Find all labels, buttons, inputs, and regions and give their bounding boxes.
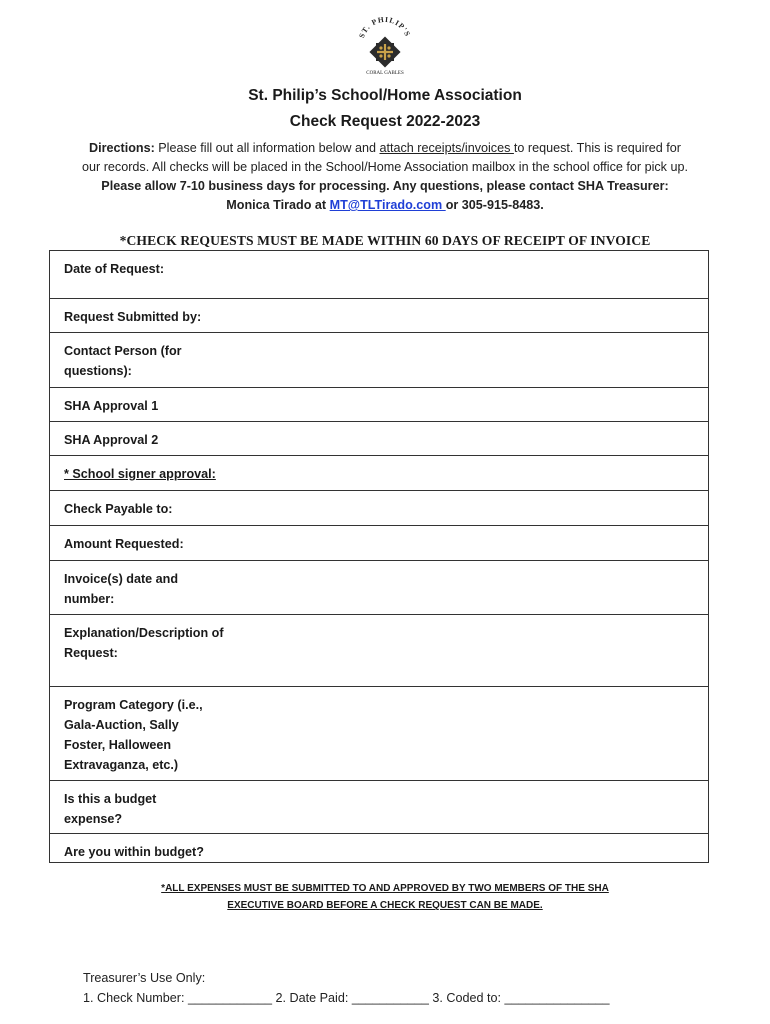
form-label: Request Submitted by:: [64, 310, 202, 324]
form-label: Invoice(s) date and number:: [64, 572, 179, 606]
check-request-form: [49, 250, 709, 863]
logo-arc-text: ST. PHILIP'S: [357, 14, 413, 40]
directions-text-1: Please fill out all information below and: [154, 141, 380, 155]
form-label: Date of Request:: [64, 262, 165, 276]
form-label: SHA Approval 2: [64, 433, 159, 447]
directions-paragraph: [80, 139, 690, 215]
directions-underlined-text: attach receipts/invoices: [379, 141, 514, 155]
form-label: SHA Approval 1: [64, 399, 159, 413]
form-row-budget-expense[interactable]: [50, 781, 708, 834]
form-row-submitted-by[interactable]: [50, 299, 708, 333]
form-row-explanation[interactable]: [50, 615, 708, 687]
form-row-within-budget[interactable]: [50, 834, 708, 862]
form-row-amount-requested[interactable]: [50, 526, 708, 561]
form-row-contact-person[interactable]: [50, 333, 708, 388]
logo-bottom-text: CORAL GABLES: [366, 71, 404, 76]
approval-note-line-2: EXECUTIVE BOARD BEFORE A CHECK REQUEST CAN BE MADE.: [227, 900, 543, 911]
directions-bold-text: Please allow 7-10 business days for processing. Any questions, please contact SHA Treasurer: Monica Tirado at: [101, 179, 669, 212]
form-label: Check Payable to:: [64, 502, 173, 516]
directions-bold-tail: or 305-915-8483.: [445, 198, 544, 212]
approval-note-line-1: *ALL EXPENSES MUST BE SUBMITTED TO AND APPROVED BY TWO MEMBERS OF THE SHA: [161, 883, 609, 894]
directions-text-2: to request. This is required for our records. All checks will be placed in the School/Home Association mailbox in the school office for pick up.: [82, 141, 688, 174]
form-label: Are you within budget?: [64, 845, 204, 859]
form-row-school-signer[interactable]: [50, 456, 708, 491]
form-row-sha-approval-2[interactable]: [50, 422, 708, 456]
form-label: Amount Requested:: [64, 537, 184, 551]
directions-label: Directions:: [89, 141, 155, 155]
form-row-program-category[interactable]: [50, 687, 708, 781]
svg-text:ST. PHILIP'S: [357, 15, 413, 39]
page-title: St. Philip’s School/Home Association: [248, 87, 522, 104]
form-row-sha-approval-1[interactable]: [50, 388, 708, 422]
form-row-date-of-request[interactable]: [50, 251, 708, 299]
treasurer-fields-line: 1. Check Number: ____________ 2. Date Paid: ___________ 3. Coded to: _______________: [83, 991, 610, 1005]
form-row-check-payable-to[interactable]: [50, 491, 708, 526]
deadline-warning: *CHECK REQUESTS MUST BE MADE WITHIN 60 DAYS OF RECEIPT OF INVOICE: [119, 233, 651, 248]
form-label: Explanation/Description of Request:: [64, 626, 224, 660]
treasurer-use-section: [83, 968, 610, 1008]
page-subtitle: Check Request 2022-2023: [289, 113, 481, 130]
treasurer-heading: Treasurer’s Use Only:: [83, 971, 206, 985]
school-logo: [355, 14, 415, 76]
form-label: * School signer approval:: [64, 467, 216, 481]
form-row-invoice-date[interactable]: [50, 561, 708, 615]
form-label: Program Category (i.e., Gala-Auction, Sally Foster, Halloween Extravaganza, etc.): [64, 698, 203, 772]
form-label: Is this a budget expense?: [64, 792, 157, 826]
approval-note: [0, 880, 770, 914]
treasurer-email-link[interactable]: MT@TLTirado.com: [329, 198, 446, 212]
form-label: Contact Person (for questions):: [64, 344, 182, 378]
